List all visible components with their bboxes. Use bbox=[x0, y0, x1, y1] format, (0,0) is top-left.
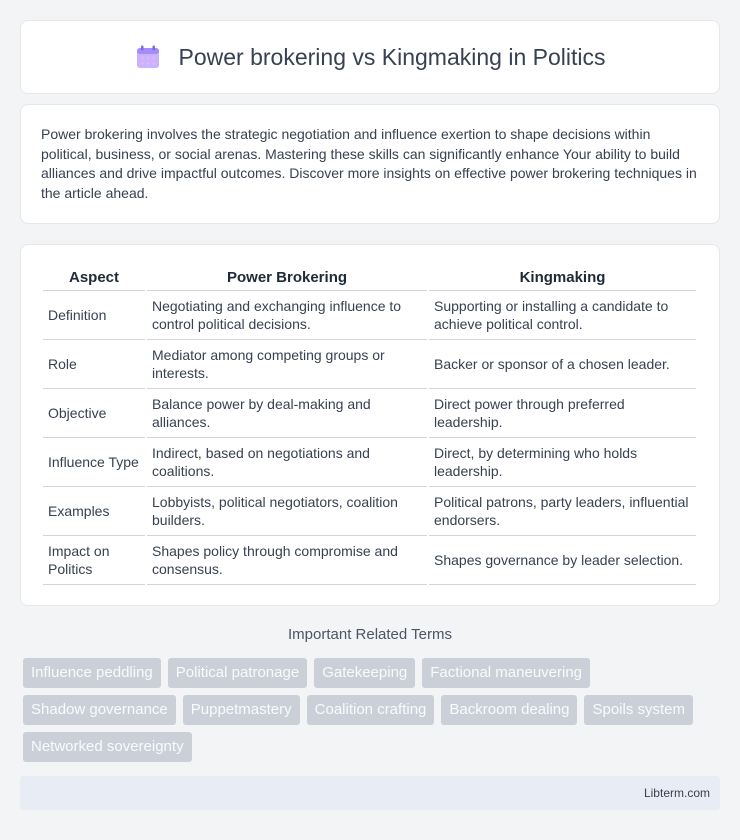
page-title: Power brokering vs Kingmaking in Politics bbox=[178, 43, 606, 70]
header-aspect: Aspect bbox=[43, 265, 145, 291]
row-power-brokering: Indirect, based on negotiations and coalitions. bbox=[147, 438, 427, 487]
term-chip[interactable]: Spoils system bbox=[584, 695, 693, 725]
row-aspect: Influence Type bbox=[43, 438, 145, 487]
table-header-row bbox=[43, 265, 696, 291]
row-aspect: Role bbox=[43, 340, 145, 389]
row-aspect: Examples bbox=[43, 487, 145, 536]
term-chip[interactable]: Factional maneuvering bbox=[422, 658, 590, 688]
row-kingmaking: Direct power through preferred leadership. bbox=[429, 389, 696, 438]
term-chip[interactable]: Puppetmastery bbox=[183, 695, 300, 725]
footer-site-link[interactable]: Libterm.com bbox=[643, 786, 710, 800]
row-power-brokering: Lobbyists, political negotiators, coalition builders. bbox=[147, 487, 427, 536]
term-chip[interactable]: Shadow governance bbox=[23, 695, 176, 725]
row-aspect: Definition bbox=[43, 291, 145, 340]
related-terms-list bbox=[23, 658, 723, 762]
term-chip[interactable]: Backroom dealing bbox=[441, 695, 577, 725]
term-chip[interactable]: Coalition crafting bbox=[307, 695, 435, 725]
table-row bbox=[43, 291, 696, 340]
table-row bbox=[43, 536, 696, 585]
intro-card bbox=[20, 104, 720, 224]
row-kingmaking: Supporting or installing a candidate to achieve political control. bbox=[429, 291, 696, 340]
related-terms-title: Important Related Terms bbox=[288, 626, 452, 643]
row-aspect: Objective bbox=[43, 389, 145, 438]
row-kingmaking: Political patrons, party leaders, influential endorsers. bbox=[429, 487, 696, 536]
row-kingmaking: Shapes governance by leader selection. bbox=[429, 536, 696, 585]
calendar-grid-icon bbox=[135, 44, 161, 70]
term-chip[interactable]: Influence peddling bbox=[23, 658, 161, 688]
table-row bbox=[43, 340, 696, 389]
row-power-brokering: Mediator among competing groups or interests. bbox=[147, 340, 427, 389]
row-kingmaking: Backer or sponsor of a chosen leader. bbox=[429, 340, 696, 389]
footer bbox=[20, 776, 720, 810]
header-kingmaking: Kingmaking bbox=[429, 265, 696, 291]
intro-paragraph: Power brokering involves the strategic negotiation and influence exertion to shape decisions within political, business, or social arenas. Mastering these skills can significantly enhance Your ability to build alliances and drive impactful outcomes. Discover more insights on effective power brokering techniques in the article ahead. bbox=[41, 126, 697, 201]
table-row bbox=[43, 389, 696, 438]
term-chip[interactable]: Gatekeeping bbox=[314, 658, 415, 688]
table-row bbox=[43, 487, 696, 536]
row-power-brokering: Balance power by deal-making and alliances. bbox=[147, 389, 427, 438]
header-card bbox=[20, 20, 720, 94]
row-power-brokering: Shapes policy through compromise and consensus. bbox=[147, 536, 427, 585]
row-kingmaking: Direct, by determining who holds leadership. bbox=[429, 438, 696, 487]
header-power-brokering: Power Brokering bbox=[147, 265, 427, 291]
term-chip[interactable]: Political patronage bbox=[168, 658, 307, 688]
row-aspect: Impact on Politics bbox=[43, 536, 145, 585]
comparison-table bbox=[41, 265, 698, 585]
comparison-table-card bbox=[20, 244, 720, 606]
table-row bbox=[43, 438, 696, 487]
row-power-brokering: Negotiating and exchanging influence to control political decisions. bbox=[147, 291, 427, 340]
term-chip[interactable]: Networked sovereignty bbox=[23, 732, 192, 762]
